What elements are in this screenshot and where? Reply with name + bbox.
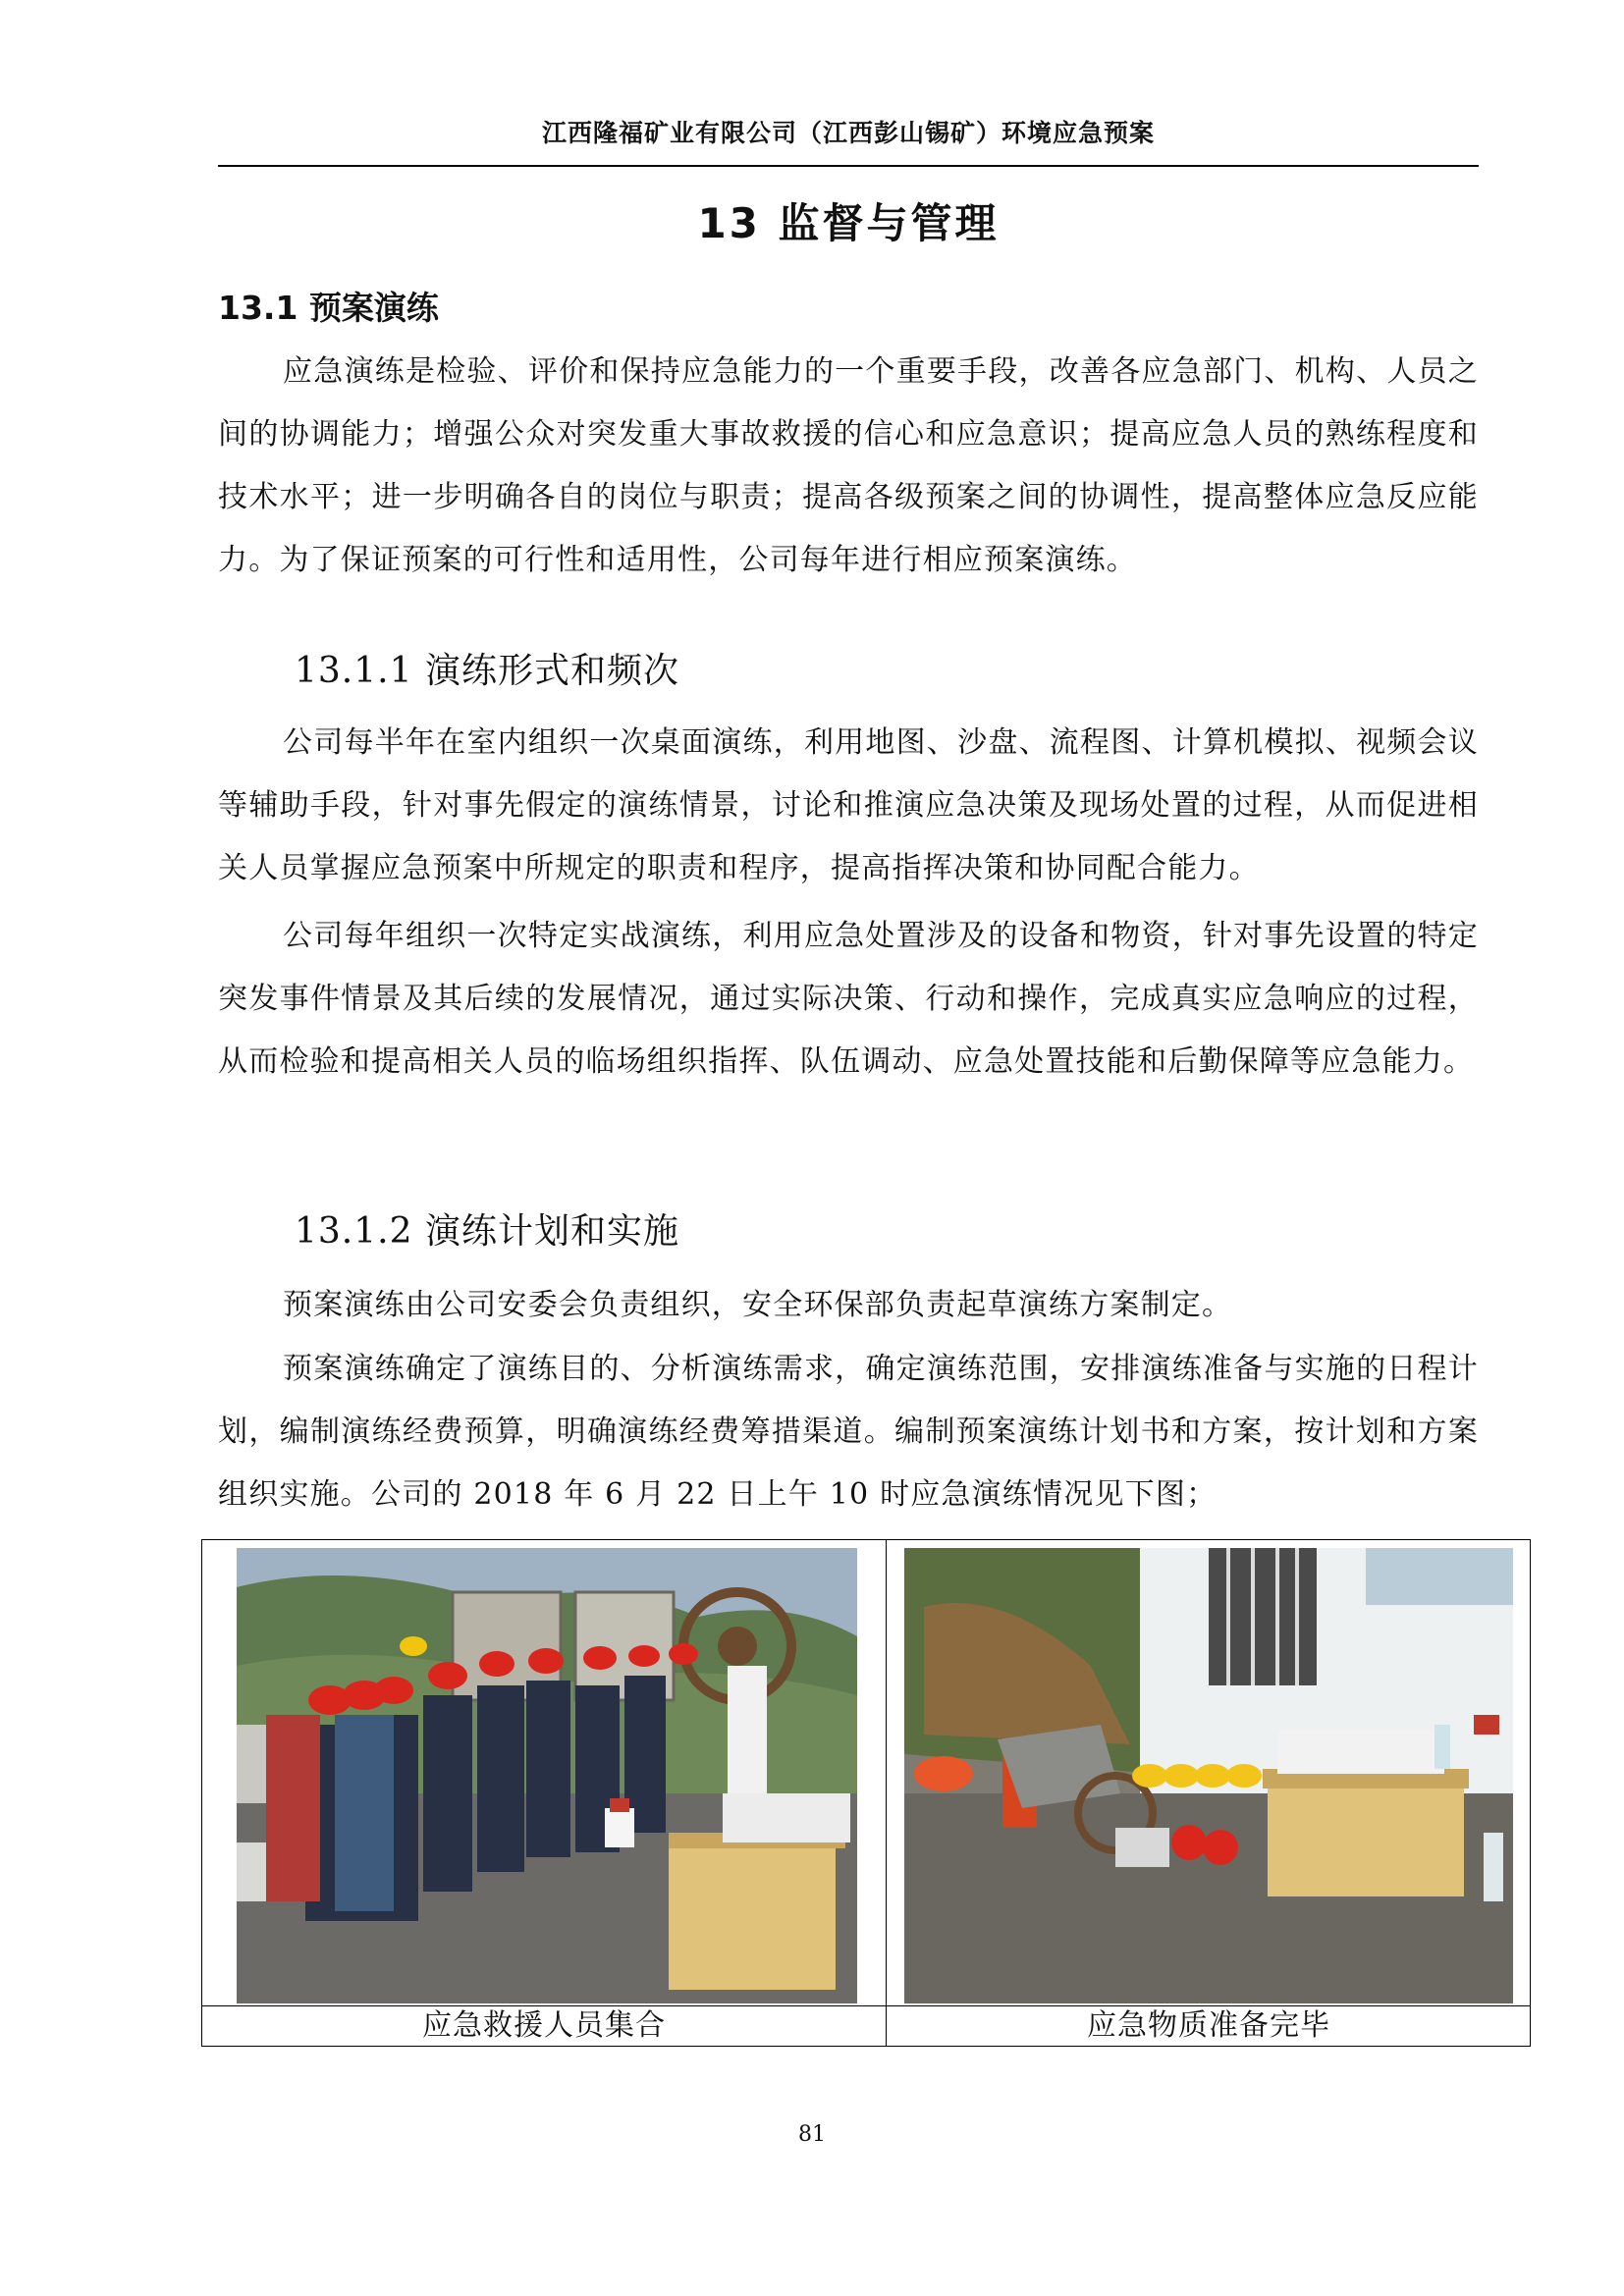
chapter-title: 13 监督与管理 [697,199,1000,247]
figure-table-divider-vertical [886,1539,887,2047]
photo-rescue-team [237,1548,857,2003]
paragraph-intro [218,341,1479,592]
photo-emergency-supplies [904,1548,1513,2003]
paragraph-plan-1-text: 预案演练由公司安委会负责组织，安全环保部负责起草演练方案制定。 [283,1288,1233,1322]
paragraph-form-2 [218,905,1479,1094]
section-title: 13.1 预案演练 [218,289,439,327]
figure-caption-2: 应急物质准备完毕 [1087,2008,1330,2043]
figure-caption-1: 应急救援人员集合 [422,2008,666,2043]
paragraph-form-1 [218,712,1479,900]
subsection-title-plan: 13.1.2 演练计划和实施 [295,1211,679,1252]
header-rule [218,165,1479,167]
page-number: 81 [798,2122,826,2147]
paragraph-plan-2 [218,1338,1479,1526]
subsection-title-form: 13.1.1 演练形式和频次 [295,651,679,691]
paragraph-form-1-text: 公司每半年在室内组织一次桌面演练，利用地图、沙盘、流程图、计算机模拟、视频会议等辅助手段，针对事先假定的演练情景，讨论和推演应急决策及现场处置的过程，从而促进相关人员掌握应急预案中所规定的职责和程序，提高指挥决策和协同配合能力。 [218,725,1479,885]
running-header: 江西隆福矿业有限公司（江西彭山锡矿）环境应急预案 [541,119,1155,147]
paragraph-plan-2-text: 预案演练确定了演练目的、分析演练需求，确定演练范围，安排演练准备与实施的日程计划，编制演练经费预算，明确演练经费筹措渠道。编制预案演练计划书和方案，按计划和方案组织实施。公司的 2018 年 6 月 22 日上午 10 时应急演练情况见下图； [218,1352,1479,1512]
paragraph-form-2-text: 公司每年组织一次特定实战演练，利用应急处置涉及的设备和物资，针对事先设置的特定突发事件情景及其后续的发展情况，通过实际决策、行动和操作，完成真实应急响应的过程，从而检验和提高相关人员的临场组织指挥、队伍调动、应急处置技能和后勤保障等应急能力。 [218,919,1479,1079]
paragraph-intro-text: 应急演练是检验、评价和保持应急能力的一个重要手段，改善各应急部门、机构、人员之间的协调能力；增强公众对突发重大事故救援的信心和应急意识；提高应急人员的熟练程度和技术水平；进一步明确各自的岗位与职责；提高各级预案之间的协调性，提高整体应急反应能力。为了保证预案的可行性和适用性，公司每年进行相应预案演练。 [218,354,1479,577]
paragraph-plan-1 [218,1274,1479,1337]
